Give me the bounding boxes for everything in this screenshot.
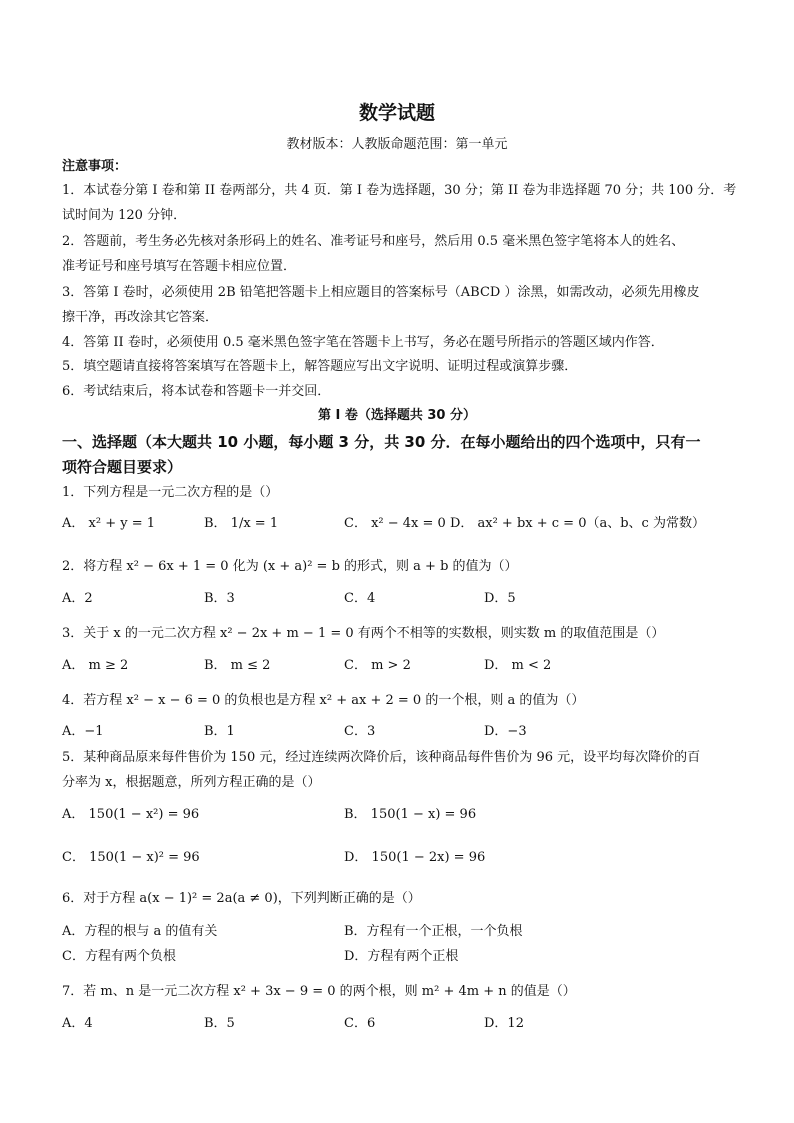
option-c: C．方程有两个负根	[62, 949, 176, 964]
option-a: A． x² + y = 1	[62, 516, 155, 531]
option-a: A． m ≥ 2	[62, 658, 129, 673]
question-stem: 5．某种商品原来每件售价为 150 元，经过连续两次降价后，该种商品每件售价为 96 元，设平均每次降价的百	[62, 750, 701, 765]
notice-line: 试时间为 120 分钟．	[62, 208, 187, 223]
option-b: B．1	[204, 724, 235, 739]
option-c: C． 150(1 − x)² = 96	[62, 850, 200, 865]
question-stem: 4．若方程 x² − x − 6 = 0 的负根也是方程 x² + ax + 2 = 0 的一个根，则 a 的值为（）	[62, 693, 585, 708]
option-b: B．方程有一个正根，一个负根	[344, 924, 523, 939]
part1-title: 第 I 卷（选择题共 30 分）	[317, 408, 477, 423]
option-b: B．3	[204, 591, 235, 606]
notice-line: 4．答第 II 卷时，必须使用 0.5 毫米黑色签字笔在答题卡上书写，务必在题号所指示的答题区域内作答．	[62, 335, 664, 350]
notice-line: 准考证号和座号填写在答题卡相应位置．	[62, 259, 297, 274]
question-stem-cont: 分率为 x，根据题意，所列方程正确的是（）	[62, 775, 321, 790]
option-b: B． 150(1 − x) = 96	[344, 807, 477, 822]
option-b: B． m ≤ 2	[204, 658, 271, 673]
option-d: D． m < 2	[484, 658, 552, 673]
option-c: C．4	[344, 591, 376, 606]
option-a: A．方程的根与 a 的值有关	[62, 924, 218, 939]
notice-line: 2．答题前，考生务必先核对条形码上的姓名、准考证号和座号，然后用 0.5 毫米黑色签字笔将本人的姓名、	[62, 234, 685, 249]
notice-line: 5．填空题请直接将答案填写在答题卡上，解答题应写出文字说明、证明过程或演算步骤．	[62, 359, 578, 374]
question-stem: 1．下列方程是一元二次方程的是（）	[62, 485, 279, 500]
option-c: C． m > 2	[344, 658, 411, 673]
option-d: D．5	[484, 591, 516, 606]
notice-line: 擦干净，再改涂其它答案．	[62, 310, 219, 325]
option-d: D．12	[484, 1016, 524, 1031]
option-b: B．5	[204, 1016, 235, 1031]
option-c-d: C． x² − 4x = 0 D． ax² + bx + c = 0（a、b、c 为常数）	[344, 516, 705, 531]
page-subtitle: 教材版本：人教版命题范围：第一单元	[286, 137, 508, 152]
option-c: C．3	[344, 724, 376, 739]
option-d: D．−3	[484, 724, 527, 739]
option-d: D．方程有两个正根	[344, 949, 459, 964]
section1-heading-cont: 项符合题目要求）	[62, 458, 183, 476]
question-stem: 6．对于方程 a(x − 1)² = 2a(a ≠ 0)，下列判断正确的是（）	[62, 891, 421, 906]
question-stem: 7．若 m、n 是一元二次方程 x² + 3x − 9 = 0 的两个根，则 m² + 4m + n 的值是（）	[62, 984, 576, 999]
notice-line: 3．答第 I 卷时，必须使用 2B 铅笔把答题卡上相应题目的答案标号（ABCD ）涂黑，如需改动，必须先用橡皮	[62, 285, 700, 300]
page-title: 数学试题	[358, 102, 435, 124]
option-a: A．4	[62, 1016, 93, 1031]
option-c: C．6	[344, 1016, 376, 1031]
question-stem: 2．将方程 x² − 6x + 1 = 0 化为 (x + a)² = b 的形式，则 a + b 的值为（）	[62, 559, 518, 574]
question-stem: 3．关于 x 的一元二次方程 x² − 2x + m − 1 = 0 有两个不相等的实数根，则实数 m 的取值范围是（）	[62, 626, 665, 641]
option-d: D． 150(1 − 2x) = 96	[344, 850, 486, 865]
option-a: A．2	[62, 591, 93, 606]
notice-line: 1．本试卷分第 I 卷和第 II 卷两部分，共 4 页．第 I 卷为选择题，30 分；第 II 卷为非选择题 70 分；共 100 分．考	[62, 183, 737, 198]
section1-heading: 一、选择题（本大题共 10 小题，每小题 3 分，共 30 分．在每小题给出的四个选项中，只有一	[62, 433, 701, 451]
notice-line: 6．考试结束后，将本试卷和答题卡一并交回．	[62, 384, 331, 399]
notice-heading: 注意事项：	[62, 159, 128, 174]
option-a: A．−1	[62, 724, 104, 739]
option-b: B． 1/x = 1	[204, 516, 279, 531]
option-a: A． 150(1 − x²) = 96	[62, 807, 200, 822]
